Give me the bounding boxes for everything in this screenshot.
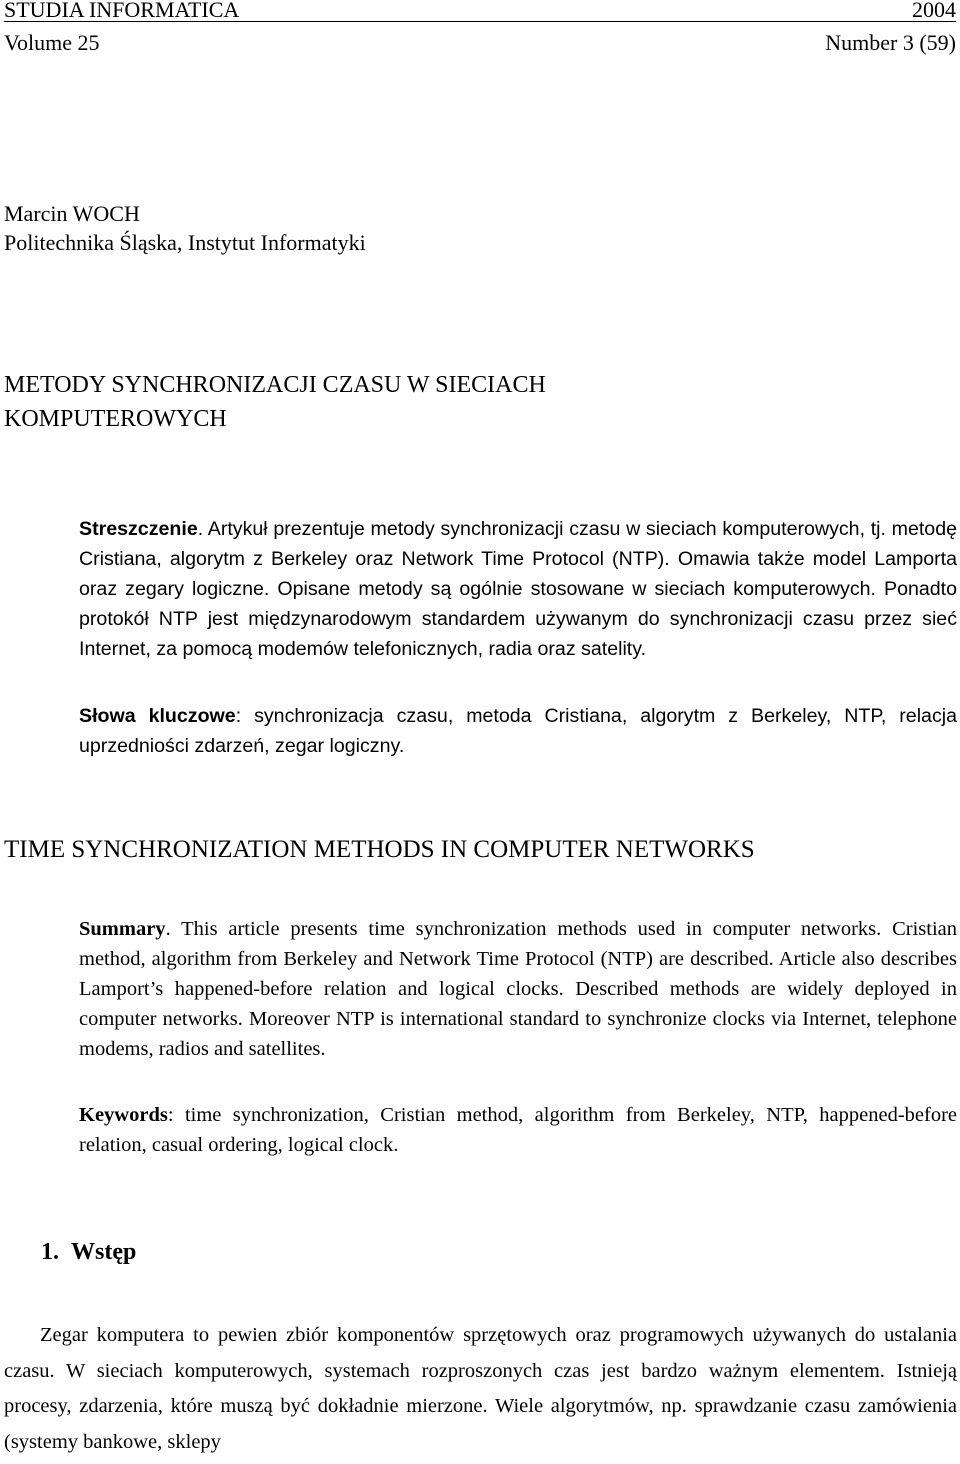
- journal-volume: Volume 25: [4, 30, 100, 55]
- keywords-pl-label: Słowa kluczowe: [79, 705, 236, 727]
- body-paragraph-text: Zegar komputera to pewien zbiór komponentów sprzętowych oraz programowych używanych do ustalania czasu. W sieciach komputerowych, systemach rozproszonych czas jest bardzo ważnym elementem. Istnieją procesy, zdarzenia, które muszą być dokładnie mierzone. Wiele algorytmów, np. sprawdzanie czasu zamówienia (systemy bankowe, sklepy: [4, 1324, 957, 1453]
- abstract-en-label: Summary: [79, 918, 166, 940]
- abstract-pl: [79, 514, 957, 664]
- section-number: 1.: [41, 1239, 59, 1265]
- abstract-en: [79, 914, 957, 1064]
- journal-name: STUDIA INFORMATICA: [4, 0, 240, 22]
- keywords-en: [79, 1100, 957, 1160]
- issue-header: [4, 30, 956, 56]
- keywords-en-label: Keywords: [79, 1104, 168, 1126]
- keywords-en-text: : time synchronization, Cristian method, algorithm from Berkeley, NTP, happened-before relation, casual ordering, logical clock.: [79, 1104, 957, 1156]
- section-title: Wstęp: [71, 1239, 137, 1265]
- keywords-pl: [79, 701, 957, 761]
- author-name: Marcin WOCH: [4, 201, 140, 226]
- abstract-en-text: . This article presents time synchronization methods used in computer networks. Cristian method, algorithm from Berkeley and Network Time Protocol (NTP) are described. Article also describes Lamport’s happened-before relation and logical clocks. Described methods are widely deployed in computer networks. Moreover NTP is international standard to synchronize clocks via Internet, telephone modems, radios and satellites.: [79, 918, 957, 1060]
- abstract-pl-label: Streszczenie: [79, 518, 198, 540]
- author-affiliation: Politechnika Śląska, Instytut Informatyki: [4, 230, 366, 255]
- paper-title-pl-line1: METODY SYNCHRONIZACJI CZASU W SIECIACH: [4, 372, 546, 398]
- section-heading: [41, 1235, 136, 1269]
- journal-header: [4, 0, 956, 22]
- body-paragraph: [4, 1318, 957, 1460]
- journal-year: 2004: [912, 0, 956, 22]
- journal-number: Number 3 (59): [825, 30, 956, 55]
- keywords-pl-text: : synchronizacja czasu, metoda Cristiana, algorytm z Berkeley, NTP, relacja uprzedniości zdarzeń, zegar logiczny.: [79, 705, 957, 757]
- paper-title-pl-line2: KOMPUTEROWYCH: [4, 406, 227, 432]
- paper-title-en: TIME SYNCHRONIZATION METHODS IN COMPUTER NETWORKS: [4, 836, 755, 863]
- abstract-pl-text: . Artykuł prezentuje metody synchronizacji czasu w sieciach komputerowych, tj. metodę Cristiana, algorytm z Berkeley oraz Network Time Protocol (NTP). Omawia także model Lamporta oraz zegary logiczne. Opisane metody są ogólnie stosowane w sieciach komputerowych. Ponadto protokół NTP jest międzynarodowym standardem używanym do synchronizacji czasu przez sieć Internet, za pomocą modemów telefonicznych, radia oraz satelity.: [79, 518, 957, 660]
